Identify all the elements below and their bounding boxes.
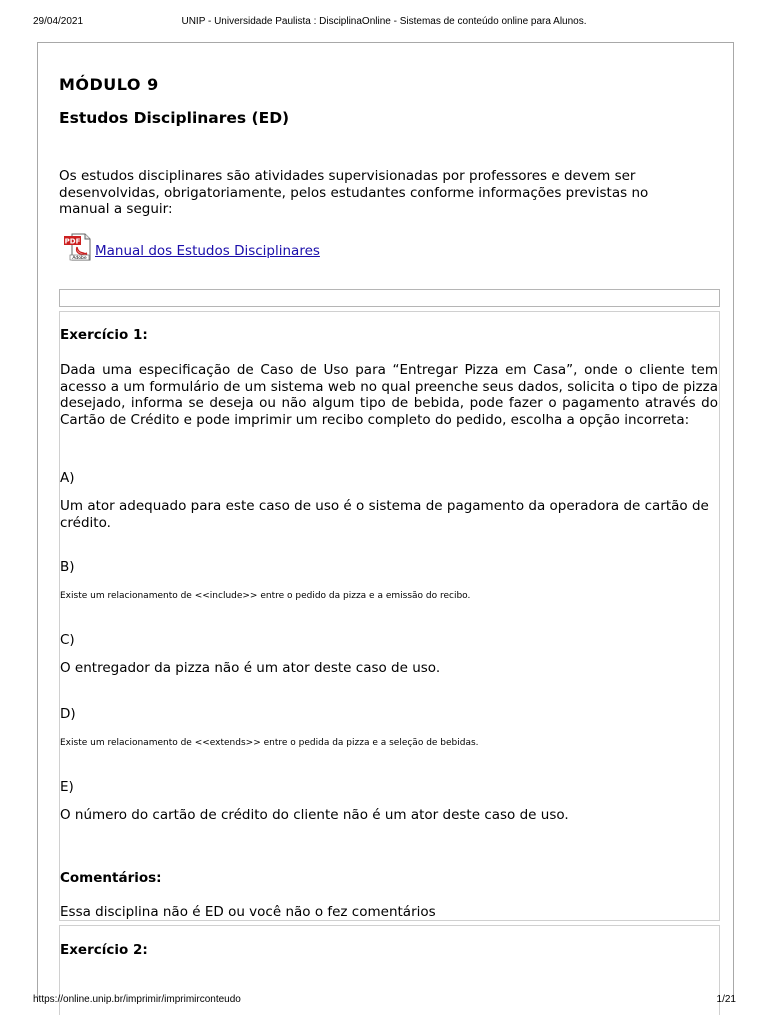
option-a-text: Um ator adequado para este caso de uso é o sistema de pagamento da operadora de cartão de crédito. (60, 498, 709, 531)
manual-link-row[interactable] (63, 231, 320, 261)
svg-text:PDF: PDF (64, 237, 81, 246)
option-b-letter: B) (60, 559, 75, 575)
page-number: 1/21 (716, 994, 736, 1005)
manual-link[interactable]: Manual dos Estudos Disciplinares (95, 243, 320, 259)
option-c-text: O entregador da pizza não é um ator deste caso de uso. (60, 660, 441, 676)
print-date: 29/04/2021 (33, 16, 84, 27)
print-header (0, 16, 768, 30)
option-b-text: Existe um relacionamento de <<include>> entre o pedido da pizza e a emissão do recibo. (60, 591, 471, 601)
option-d-text: Existe um relacionamento de <<extends>> entre o pedida da pizza e a seleção de bebidas. (60, 738, 479, 748)
comments-label: Comentários: (60, 870, 162, 886)
exercise-1-question: Dada uma especificação de Caso de Uso para “Entregar Pizza em Casa”, onde o cliente tem acesso a um formulário de um sistema web no qual preenche seus dados, solicita o tipo de pizza desejado, informa se deseja ou não algum tipo de bebida, pode fazer o pagamento através do Cartão de Crédito e pode imprimir um recibo completo do pedido, escolha a opção incorreta: (60, 362, 718, 428)
print-url: https://online.unip.br/imprimir/imprimirconteudo (33, 994, 241, 1005)
option-a-letter: A) (60, 470, 75, 486)
print-page-title: UNIP - Universidade Paulista : DisciplinaOnline - Sistemas de conteúdo online para Alunos. (181, 16, 587, 27)
module-title: MÓDULO 9 (59, 75, 159, 94)
option-e-letter: E) (60, 779, 74, 795)
svg-text:Adobe: Adobe (72, 256, 87, 261)
option-c-letter: C) (60, 632, 75, 648)
option-e-text: O número do cartão de crédito do cliente não é um ator deste caso de uso. (60, 807, 569, 823)
module-subtitle: Estudos Disciplinares (ED) (59, 109, 290, 127)
comments-text: Essa disciplina não é ED ou você não o fez comentários (60, 904, 436, 920)
pdf-icon (63, 233, 91, 261)
option-d-letter: D) (60, 706, 76, 722)
print-footer (0, 994, 768, 1008)
empty-box (59, 289, 720, 307)
module-intro: Os estudos disciplinares são atividades supervisionadas por professores e devem ser desenvolvidas, obrigatoriamente, pelos estudantes conforme informações previstas no manual a seguir: (59, 168, 649, 217)
exercise-2-title: Exercício 2: (60, 942, 148, 958)
exercise-1-title: Exercício 1: (60, 327, 148, 343)
